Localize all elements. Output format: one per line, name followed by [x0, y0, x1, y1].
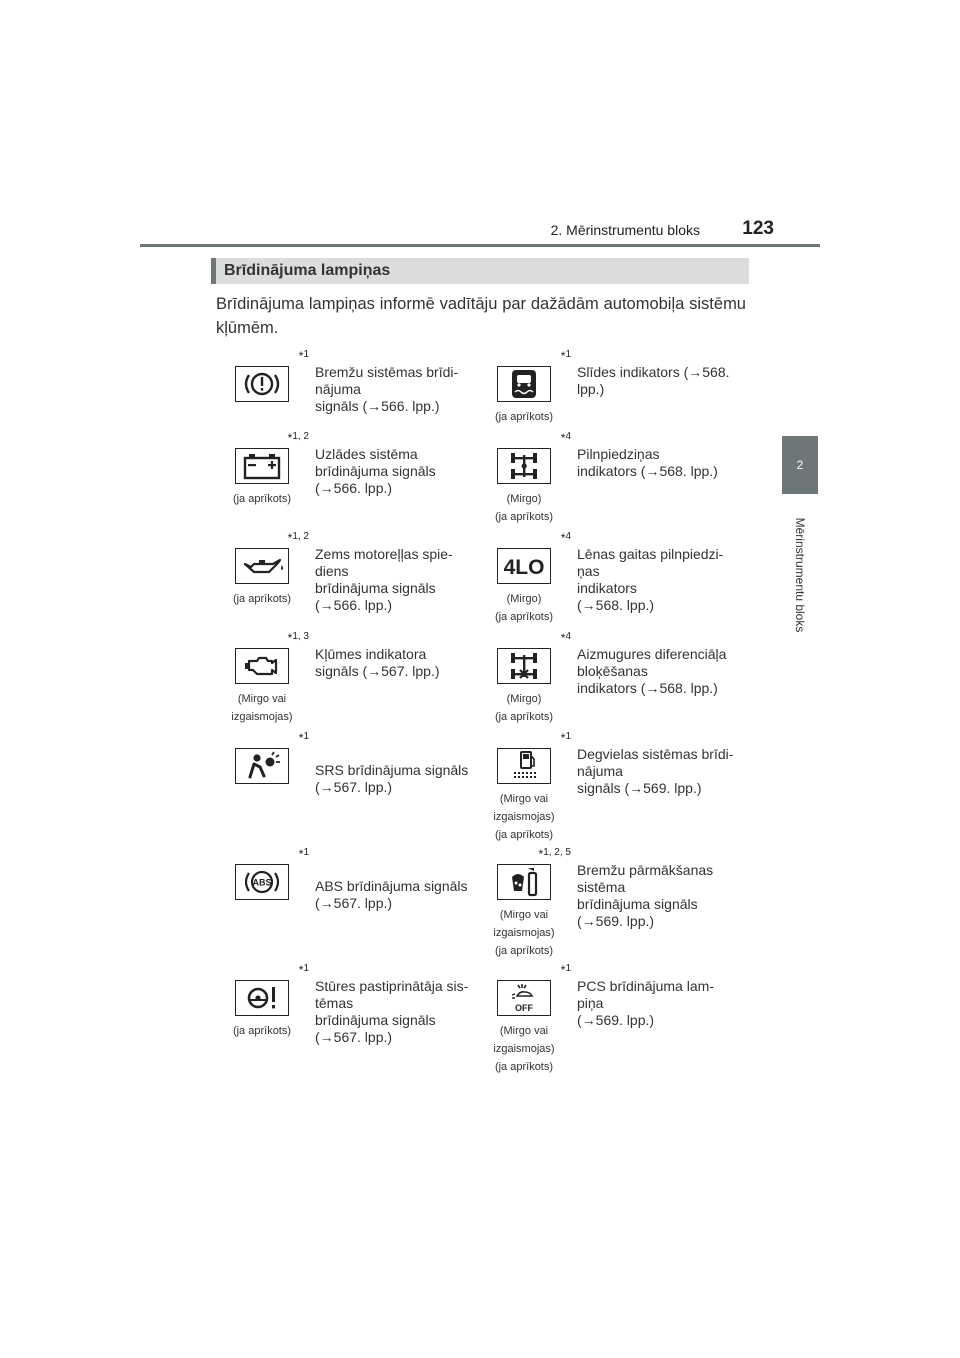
lamp-caption — [211, 1022, 313, 1040]
lamp-caption — [473, 790, 575, 844]
lamp-caption-line: (ja aprīkots) — [494, 1061, 554, 1073]
lamp-description — [315, 878, 475, 912]
lamp-description-line: Lēnas gaitas pilnpiedzi- — [577, 546, 724, 562]
footnote-ref: *$^4$ — [560, 631, 571, 645]
lamp-caption-line: (Mirgo vai — [499, 1025, 549, 1037]
fuel-system-icon — [497, 748, 551, 784]
lamp-description — [315, 978, 475, 1046]
lamp-caption-line: (ja aprīkots) — [494, 411, 554, 423]
lamp-caption — [473, 906, 575, 960]
lamp-description-line: ABS brīdinājuma signāls — [315, 878, 468, 894]
lamp-caption-line: (ja aprīkots) — [494, 945, 554, 957]
lamp-description-line: brīdinājuma signāls — [315, 463, 436, 479]
lamp-description-line: SRS brīdinājuma signāls — [315, 762, 469, 778]
footnote-ref: *$^4$ — [560, 531, 571, 545]
check-engine-icon — [235, 648, 289, 684]
footnote-ref: *$^1$ — [298, 731, 309, 745]
lamp-description-line: lpp.) — [577, 381, 605, 397]
section-heading — [211, 258, 749, 284]
lamp-caption-line: (Mirgo) — [506, 593, 542, 605]
lamp-caption-line: (ja aprīkots) — [232, 593, 292, 605]
lamp-description — [577, 978, 737, 1029]
lamp-description-line: piņa — [577, 995, 604, 1011]
lamp-caption — [211, 690, 313, 726]
footnote-ref: *$^4$ — [560, 431, 571, 445]
intro-paragraph: Brīdinājuma lampiņas informē vadītāju par dažādām automobiļa sistēmu kļūmēm. — [216, 295, 746, 337]
lamp-description — [577, 364, 737, 398]
brake-override-icon — [497, 864, 551, 900]
lamp-description — [315, 762, 475, 796]
chapter-tab-label: Mērinstrumentu bloks — [793, 517, 807, 633]
footnote-ref: *$^1$ — [560, 731, 571, 745]
pcs-off-label: OFF — [515, 1003, 533, 1013]
lamp-description-line: Aizmugures diferenciāļa — [577, 646, 727, 662]
lamp-description-line: Kļūmes indikatora — [315, 646, 427, 662]
lamp-description-line: bloķēšanas — [577, 663, 648, 679]
lamp-description-line: Bremžu sistēmas brīdi- — [315, 364, 459, 380]
slip-indicator-icon — [497, 366, 551, 402]
lamp-caption-line: izgaismojas) — [493, 811, 555, 823]
lamp-caption — [473, 490, 575, 526]
footnote-ref: *$^1$ — [560, 963, 571, 977]
chapter-title: 2. Mērinstrumentu bloks — [550, 222, 700, 238]
rear-diff-lock-icon — [497, 648, 551, 684]
lamp-description-line: brīdinājuma signāls — [315, 580, 436, 596]
section-title: Brīdinājuma lampiņas — [224, 262, 391, 279]
lamp-description-line: brīdinājuma signāls — [577, 896, 698, 912]
lamp-caption — [473, 590, 575, 626]
footnote-ref: *$^{1, 2}$ — [287, 531, 309, 545]
lamp-caption-line: (Mirgo) — [506, 693, 542, 705]
lamp-description-line: (→567. lpp.) — [315, 779, 393, 795]
lamp-description-line: PCS brīdinājuma lam- — [577, 978, 714, 994]
header-rule — [140, 244, 820, 247]
lamp-description-line: (→568. lpp.) — [577, 597, 655, 613]
lamp-description — [315, 646, 475, 680]
chapter-tab: 2 — [782, 436, 818, 494]
page-header — [140, 218, 820, 246]
lamp-description-line: Pilnpiedziņas — [577, 446, 660, 462]
lamp-caption-line: (ja aprīkots) — [494, 829, 554, 841]
battery-icon — [235, 448, 289, 484]
lamp-caption — [473, 1022, 575, 1076]
lamp-description-line: sistēma — [577, 879, 626, 895]
lamp-description-line: Slīdes indikators (→568. — [577, 364, 730, 380]
page-number: 123 — [742, 218, 774, 239]
lamp-caption-line: izgaismojas) — [493, 927, 555, 939]
footnote-ref: *$^1$ — [298, 847, 309, 861]
4wd-icon — [497, 448, 551, 484]
footnote-ref: *$^{1, 2}$ — [287, 431, 309, 445]
lamp-caption-line: (ja aprīkots) — [232, 1025, 292, 1037]
footnote-ref: *$^{1, 2, 5}$ — [538, 847, 571, 861]
lamp-description-line: (→569. lpp.) — [577, 1012, 655, 1028]
lamp-description — [577, 646, 737, 697]
lamp-caption — [473, 408, 575, 426]
lamp-description — [577, 862, 737, 930]
4lo-icon — [497, 548, 551, 584]
lamp-description — [315, 364, 475, 415]
lamp-description-line: Stūres pastiprinātāja sis- — [315, 978, 469, 994]
lamp-caption — [473, 690, 575, 726]
lamp-description-line: signāls (→566. lpp.) — [315, 398, 440, 414]
lamp-caption-line: (ja aprīkots) — [494, 511, 554, 523]
lamp-caption-line: (ja aprīkots) — [232, 493, 292, 505]
lamp-description-line: Degvielas sistēmas brīdi- — [577, 746, 734, 762]
lamp-description-line: diens — [315, 563, 349, 579]
lamp-description — [577, 446, 737, 480]
lamp-caption — [211, 590, 313, 608]
lamp-description-line: brīdinājuma signāls — [315, 1012, 436, 1028]
lamp-description-line: (→567. lpp.) — [315, 895, 393, 911]
lamp-description-line: indikators (→568. lpp.) — [577, 680, 718, 696]
footnote-ref: *$^1$ — [560, 349, 571, 363]
footnote-ref: *$^1$ — [298, 963, 309, 977]
lamp-caption-line: (ja aprīkots) — [494, 611, 554, 623]
lamp-description-line: (→567. lpp.) — [315, 1029, 393, 1045]
lamp-description-line: (→566. lpp.) — [315, 597, 393, 613]
lamp-description-line: nājuma — [315, 381, 361, 397]
brake-warning-icon — [235, 366, 289, 402]
lamp-caption-line: izgaismojas) — [493, 1043, 555, 1055]
abs-icon — [235, 864, 289, 900]
lamp-description-line: tēmas — [315, 995, 354, 1011]
lamp-caption-line: (ja aprīkots) — [494, 711, 554, 723]
lamp-description-line: nājuma — [577, 763, 623, 779]
lamp-description-line: Bremžu pārmākšanas — [577, 862, 714, 878]
lamp-description — [577, 546, 737, 614]
lamp-description-line: (→569. lpp.) — [577, 913, 655, 929]
footnote-ref: *$^1$ — [298, 349, 309, 363]
srs-airbag-icon — [235, 748, 289, 784]
footnote-ref: *$^{1, 3}$ — [287, 631, 309, 645]
lamp-description-line: Zems motoreļļas spie- — [315, 546, 453, 562]
abs-label: ABS — [252, 877, 272, 888]
lamp-caption — [211, 490, 313, 508]
4lo-label: 4LO — [503, 556, 545, 579]
power-steering-icon — [235, 980, 289, 1016]
lamp-description-line: Uzlādes sistēma — [315, 446, 418, 462]
lamp-description-line: indikators — [577, 580, 637, 596]
pcs-off-icon — [497, 980, 551, 1016]
lamp-caption-line: (Mirgo vai — [499, 793, 549, 805]
lamp-description-line: (→566. lpp.) — [315, 480, 393, 496]
lamp-description-line: signāls (→569. lpp.) — [577, 780, 702, 796]
lamp-caption-line: izgaismojas) — [231, 711, 293, 723]
oil-pressure-icon — [235, 548, 289, 584]
lamp-caption-line: (Mirgo vai — [499, 909, 549, 921]
lamp-description-line: ņas — [577, 563, 600, 579]
lamp-description — [315, 546, 475, 614]
lamp-description-line: indikators (→568. lpp.) — [577, 463, 718, 479]
lamp-description — [577, 746, 737, 797]
lamp-description — [315, 446, 475, 497]
section-accent — [211, 258, 216, 284]
lamp-caption-line: (Mirgo vai — [237, 693, 287, 705]
lamp-description-line: signāls (→567. lpp.) — [315, 663, 440, 679]
lamp-caption-line: (Mirgo) — [506, 493, 542, 505]
